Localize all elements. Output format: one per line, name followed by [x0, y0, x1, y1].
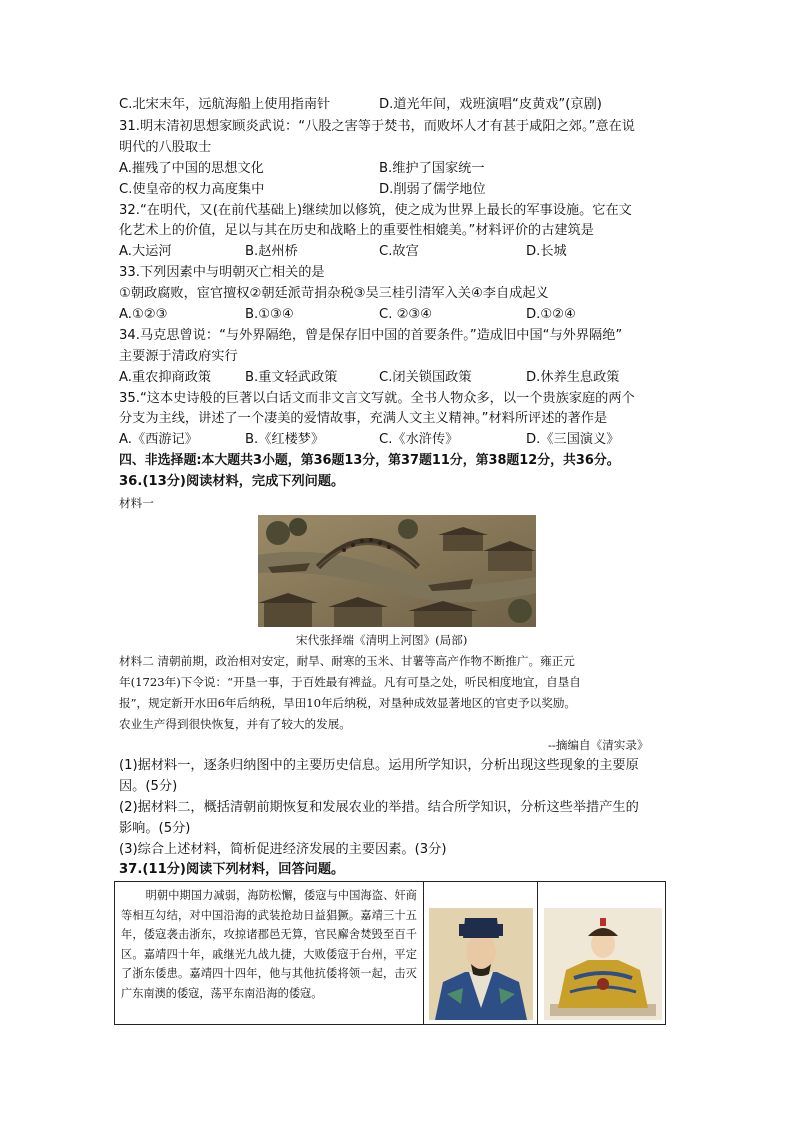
portrait-ming-general: [429, 908, 533, 1020]
q36-sub1-line2: 因。(5分): [119, 779, 178, 794]
q32-option-b: B.赵州桥: [245, 244, 298, 259]
q36-heading: 36.(13分)阅读材料，完成下列问题。: [119, 474, 345, 489]
q32-stem-line1: 32.“在明代，又(在前代基础上)继续加以修筑，使之成为世界上最长的军事设施。它在文: [119, 203, 632, 218]
q31-stem-line2: 明代的八股取士: [119, 140, 212, 155]
q31-stem-line1: 31.明末清初思想家顾炎武说：“八股之害等于焚书，而败坏人才有甚于咸阳之郊。”意在说: [119, 119, 635, 134]
q31-option-a: A.摧残了中国的思想文化: [119, 161, 264, 176]
q31-option-c: C.使皇帝的权力高度集中: [119, 182, 265, 197]
q30-option-c: C.北宋末年，远航海船上使用指南针: [119, 97, 331, 112]
q32-stem-line2: 化艺术上的价值，足以与其在历史和战略上的重要性相媲美。”材料评价的古建筑是: [119, 223, 594, 238]
q34-option-b: B.重文轻武政策: [245, 370, 338, 385]
q34-option-c: C.闭关锁国政策: [379, 370, 472, 385]
q35-option-d: D.《三国演义》: [526, 432, 620, 447]
q36-material2-source: --摘编自《清实录》: [548, 738, 649, 752]
q36-material1-label: 材料一: [119, 496, 154, 510]
q36-sub1-line1: (1)据材料一，逐条归纳图中的主要历史信息。运用所学知识，分析出现这些现象的主要原: [119, 758, 639, 773]
q35-option-b: B.《红楼梦》: [245, 432, 325, 447]
painting-caption: 宋代张择端《清明上河图》(局部): [296, 633, 468, 647]
table-divider-2: [537, 882, 538, 1024]
portrait-qing-emperor: [544, 908, 662, 1020]
portrait-qing-drawing: [544, 908, 662, 1020]
q36-material2-line1: 材料二 清朝前期，政治相对安定，耐旱、耐寒的玉米、甘薯等高产作物不断推广。雍正元: [119, 654, 575, 668]
q37-material-table: [114, 881, 666, 1025]
q34-option-d: D.休养生息政策: [526, 370, 620, 385]
q37-heading: 37.(11分)阅读下列材料，回答问题。: [119, 862, 345, 877]
q36-material2-line3: 报”，规定新开水田6年后纳税，旱田10年后纳税，对垦种成效显著地区的官吏予以奖励。: [119, 696, 577, 710]
q34-option-a: A.重农抑商政策: [119, 370, 212, 385]
table-divider-1: [423, 882, 424, 1024]
q32-option-a: A.大运河: [119, 244, 172, 259]
section4-heading: 四、非选择题:本大题共3小题，第36题13分，第37题11分，第38题12分，共36分。: [119, 453, 620, 468]
q33-stem-line1: 33.下列因素中与明朝灭亡相关的是: [119, 265, 325, 280]
q34-stem-line2: 主要源于清政府实行: [119, 349, 238, 364]
q33-option-a: A.①②③: [119, 307, 168, 322]
q37-material-text: 明朝中期国力减弱，海防松懈，倭寇与中国海盗、奸商等相互勾结，对中国沿海的武装抢劫日益猖獗。嘉靖三十五年，倭寇袭击浙东，攻掠诸郡邑无算，官民廨舍焚毁至百千区。嘉靖四十年，戚继光九战九捷，大败倭寇于台州，平定了浙东倭患。嘉靖四十四年，他与其他抗倭将领一起，击灭广东南澳的倭寇，荡平东南沿海的倭寇。: [121, 889, 417, 1000]
q33-option-c: C. ②③④: [379, 307, 433, 322]
q35-stem-line1: 35.“这本史诗般的巨著以白话文而非文言文写就。全书人物众多，以一个贵族家庭的两个: [119, 391, 635, 406]
q36-sub3: (3)综合上述材料，简析促进经济发展的主要因素。(3分): [119, 842, 447, 857]
q36-sub2-line1: (2)据材料二，概括清朝前期恢复和发展农业的举措。结合所学知识，分析这些举措产生的: [119, 800, 639, 815]
qingming-painting-drawing: [258, 515, 536, 627]
q31-option-d: D.削弱了儒学地位: [379, 182, 486, 197]
q32-option-d: D.长城: [526, 244, 567, 259]
q33-stem-line2: ①朝政腐败，宦官擅权②朝廷派苛捐杂税③吴三桂引清军入关④李自成起义: [119, 286, 549, 301]
q36-material2-line2: 年(1723年)下令说：“开垦一事，于百姓最有裨益。凡有可垦之处，听民相度地宜，自垦自: [119, 675, 581, 689]
q36-sub2-line2: 影响。(5分): [119, 821, 191, 836]
q30-option-d: D.道光年间，戏班演唱“皮黄戏”(京剧): [379, 97, 602, 112]
q32-option-c: C.故宫: [379, 244, 419, 259]
q35-stem-line2: 分支为主线，讲述了一个凄美的爱情故事，充满人文主义精神。”材料所评述的著作是: [119, 411, 608, 426]
q34-stem-line1: 34.马克思曾说：“与外界隔绝，曾是保存旧中国的首要条件。”造成旧中国“与外界隔绝”: [119, 328, 623, 343]
q35-option-a: A.《西游记》: [119, 432, 198, 447]
q33-option-d: D.①②④: [526, 307, 576, 322]
q36-material2-line4: 农业生产得到很快恢复，并有了较大的发展。: [119, 717, 351, 731]
qingming-painting: [258, 515, 536, 627]
q33-option-b: B.①③④: [245, 307, 294, 322]
q35-option-c: C.《水浒传》: [379, 432, 459, 447]
q31-option-b: B.维护了国家统一: [379, 161, 485, 176]
portrait-ming-drawing: [429, 908, 533, 1020]
